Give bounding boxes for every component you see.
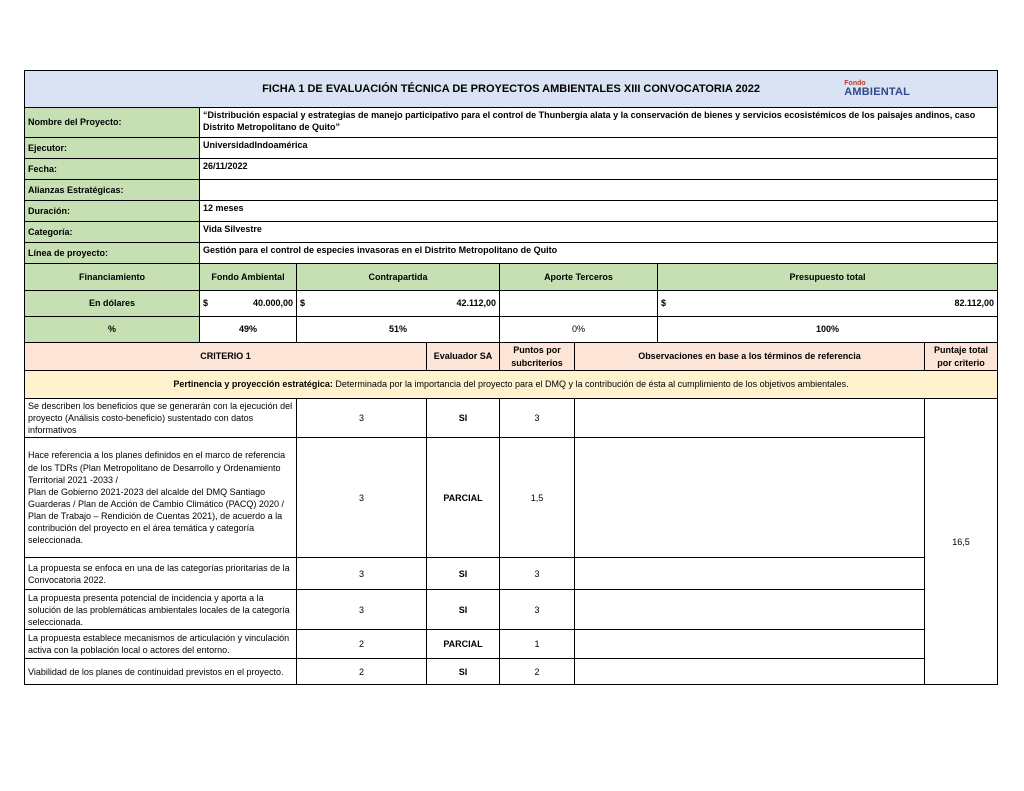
fin-pct-label: % [25,317,200,343]
row-max: 2 [297,630,427,659]
pertinencia-row: Pertinencia y proyección estratégica: Determinada por la importancia del proyecto para el DMQ y la contribución de ésta al cumplimiento de los objetivos ambientales. [25,371,998,399]
row-max: 3 [297,438,427,558]
row-points: 1,5 [500,438,575,558]
linea-value: Gestión para el control de especies invasoras en el Distrito Metropolitano de Quito [200,243,998,264]
fin-fondo-amount-cell: $ 40.000,00 [200,291,297,317]
fin-header-total: Presupuesto total [658,264,998,291]
fin-fondo-pct: 49% [200,317,297,343]
table-row [25,438,998,558]
row-points: 2 [500,659,575,685]
table-row [25,630,998,659]
row-eval: SI [427,659,500,685]
criterio-col-total: Puntaje total por criterio [925,343,998,371]
fecha-value: 26/11/2022 [200,159,998,180]
row-desc: Viabilidad de los planes de continuidad previstos en el proyecto. [25,659,297,685]
row-obs [575,659,925,685]
fin-contrapartida-amount: 42.112,00 [456,298,496,309]
row-max: 2 [297,659,427,685]
row-eval: SI [427,558,500,590]
criterio-col-evaluador: Evaluador SA [427,343,500,371]
criterio-title: CRITERIO 1 [25,343,427,371]
categoria-value: Vida Silvestre [200,222,998,243]
row-obs [575,558,925,590]
fin-header-financiamiento: Financiamiento [25,264,200,291]
row-eval: PARCIAL [427,630,500,659]
row-desc: La propuesta establece mecanismos de articulación y vinculación activa con la población local o actores del entorno. [25,630,297,659]
row-desc: La propuesta presenta potencial de incidencia y aporta a la solución de las problemáticas ambientales locales de la categoría seleccionada. [25,590,297,630]
row-max: 3 [297,590,427,630]
categoria-label: Categoría: [25,222,200,243]
evaluation-table [24,70,998,685]
duracion-value: 12 meses [200,201,998,222]
nombre-value: “Distribución espacial y estrategias de manejo participativo para el control de Thunbergia alata y la conservación de bienes y servicios ecosistémicos de los paisajes andinos, caso Distrito Metropolitano de Quito” [200,108,998,138]
table-row [25,558,998,590]
evaluation-sheet [24,70,997,685]
table-row [25,659,998,685]
fondo-ambiental-logo: Fondo AMBIENTAL [844,80,911,98]
table-row [25,399,998,438]
fin-header-terceros: Aporte Terceros [500,264,658,291]
ejecutor-label: Ejecutor: [25,138,200,159]
duracion-label: Duración: [25,201,200,222]
total-score: 16,5 [925,399,998,685]
row-eval: PARCIAL [427,438,500,558]
table-row [25,590,998,630]
nombre-label: Nombre del Proyecto: [25,108,200,138]
fin-total-amount-cell: $ 82.112,00 [658,291,998,317]
criterio-col-puntos: Puntos por subcriterios [500,343,575,371]
row-obs [575,399,925,438]
row-points: 3 [500,590,575,630]
fin-contrapartida-amount-cell: $ 42.112,00 [297,291,500,317]
ejecutor-value: UniversidadIndoamérica [200,138,998,159]
sheet-title-text: FICHA 1 DE EVALUACIÓN TÉCNICA DE PROYECTOS AMBIENTALES XIII CONVOCATORIA 2022 [262,82,760,95]
fin-fondo-amount: 40.000,00 [252,298,293,309]
row-obs [575,630,925,659]
row-eval: SI [427,590,500,630]
linea-label: Línea de proyecto: [25,243,200,264]
fin-terceros-pct: 0% [500,317,658,343]
alianzas-label: Alianzas Estratégicas: [25,180,200,201]
row-obs [575,590,925,630]
row-desc: Se describen los beneficios que se generarán con la ejecución del proyecto (Análisis costo-beneficio) sustentado con datos informativos [25,399,297,438]
fecha-label: Fecha: [25,159,200,180]
fin-terceros-amount-cell [500,291,658,317]
row-obs [575,438,925,558]
fin-total-amount: 82.112,00 [954,298,995,309]
fin-header-fondo: Fondo Ambiental [200,264,297,291]
row-points: 3 [500,399,575,438]
fin-contrapartida-pct: 51% [297,317,500,343]
row-points: 3 [500,558,575,590]
fin-total-pct: 100% [658,317,998,343]
fin-dolares-label: En dólares [25,291,200,317]
fin-header-contrapartida: Contrapartida [297,264,500,291]
row-max: 3 [297,399,427,438]
row-eval: SI [427,399,500,438]
criterio-col-obs: Observaciones en base a los términos de referencia [575,343,925,371]
alianzas-value [200,180,998,201]
row-points: 1 [500,630,575,659]
row-desc: La propuesta se enfoca en una de las categorías prioritarias de la Convocatoria 2022. [25,558,297,590]
row-max: 3 [297,558,427,590]
sheet-title [25,71,998,108]
row-desc: Hace referencia a los planes definidos en el marco de referencia de los TDRs (Plan Metropolitano de Desarrollo y Ordenamiento Territorial 2021 -2033 / Plan de Gobierno 2021-2023 del alcalde del DMQ Santiago Guarderas / Plan de Acción de Cambio Climático (PACQ) 2020 / Plan de Trabajo – Rendición de Cuentas 2021), de acuerdo a la contribución del proyecto en el área temática y categoría seleccionada. [25,438,297,558]
